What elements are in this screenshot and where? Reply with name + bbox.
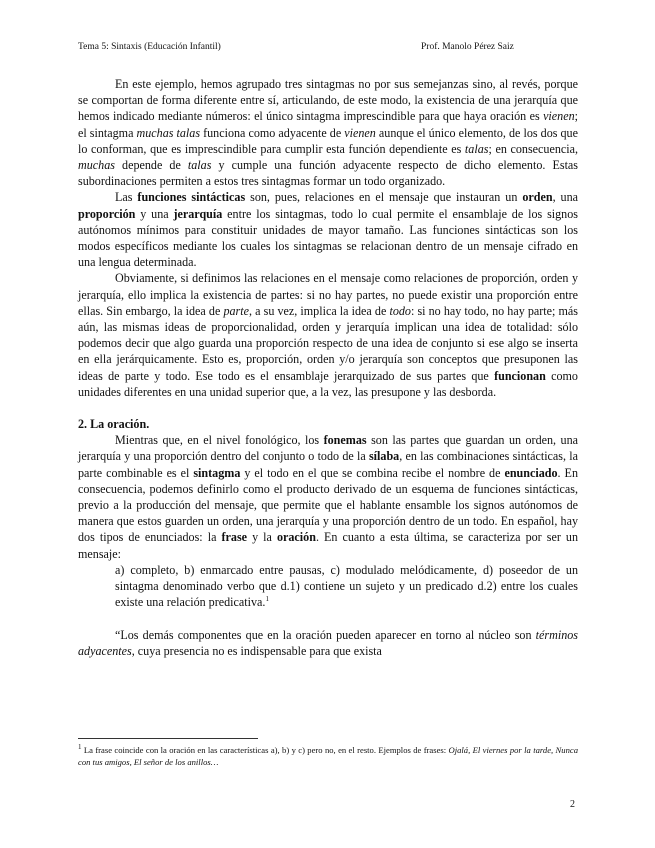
section-heading: 2. La oración. (78, 417, 150, 432)
bold-term: frase (221, 530, 248, 545)
text-run: “Los demás componentes que en la oración pueden aparecer en torno al núcleo son (115, 627, 536, 642)
text-run: En este ejemplo, hemos agrupado tres sintagmas no por sus semejanzas sino, al revés, porque se comportan de forma diferente entre sí, articulando, de este modo, la existencia de una jerarquía que hemos indicado mediante números: el único sintagma imprescindible para que haya oración es (78, 77, 578, 124)
footnote (78, 744, 578, 768)
bold-term: funciones sintácticas (137, 190, 246, 205)
text-run: a) completo, b) enmarcado entre pausas, c) modulado melódicamente, d) poseedor de un sintagma denominado verbo que d.1) contiene un sujeto y un predicado d.2) entre los cuales existe una relación predicativa. (115, 562, 578, 610)
body-text (78, 76, 578, 659)
text-run: , cuya presencia no es indispensable para que exista (131, 643, 382, 658)
text-run: Las (115, 190, 138, 205)
italic-term: muchas (78, 158, 115, 173)
text-run: y la (247, 530, 277, 545)
paragraph-2 (78, 189, 578, 270)
bold-term: orden (522, 190, 553, 205)
footnote-separator (78, 738, 258, 739)
text-run: , a su vez, implica la idea de (248, 303, 390, 318)
page-number: 2 (570, 799, 575, 810)
text-run: y el todo en el que se combina recibe el nombre de (240, 465, 505, 480)
bold-term: sílaba (368, 449, 400, 464)
text-run: ; en consecuencia, (488, 141, 578, 156)
paragraph-4 (78, 432, 578, 562)
quotation (78, 627, 578, 659)
header-author: Prof. Manolo Pérez Saiz (421, 42, 514, 52)
italic-term: parte (223, 303, 249, 318)
text-run: y cumple una función adyacente respecto de dicho elemento. Estas subordinaciones permiten a estos tres sintagmas formar un todo organizado. (78, 158, 578, 189)
text-run: La frase coincide con la oración en las características a), b) y c) pero no, en el resto. Ejemplos de frases: (81, 745, 449, 755)
text-run: : si no hay todo, no hay parte; más aún, las mismas ideas de proporcionalidad, orden y jerarquía implican una idea de totalidad: sólo podemos decir que algo guarda una proporción respecto de una idea de conjunto si ese algo se inserta en ella jerárquicamente. Esto es, proporción, orden y/o jerarquía son conceptos que presuponen las ideas de parte y todo. Ese todo es el ensamblaje jerarquizado de sus partes que (78, 303, 579, 383)
italic-term: Ojalá, El viernes por la tarde, Nunca con tus amigos, El señor de los anillos… (78, 745, 578, 767)
italic-term: términos adyacentes (78, 627, 578, 658)
characteristics-list (115, 562, 578, 611)
bold-term: fonemas (323, 433, 367, 448)
text-run: aunque el único elemento, de los dos que lo conforman, que es imprescindible para cumplir esta función dependiente es (78, 125, 578, 156)
text-run: Obviamente, si definimos las relaciones en el mensaje como relaciones de proporción, orden y jerarquía, ello implica la existencia de partes: si no hay partes, no puede existir una proporción entre ellas. Sin embargo, la idea de (78, 271, 578, 318)
footnote-number: 1 (78, 743, 82, 752)
text-run: . En consecuencia, podemos definirlo como el producto derivado de un esquema de funciones sintácticas, previo a la producción del mensaje, que permite que el hablante ensamble los signos autónomos de manera que estos guarden un orden, una jerarquía y una proporción dentro de un todo. En español, hay dos tipos de enunciados: la (78, 465, 578, 545)
text-run: , en las combinaciones sintácticas, la parte combinable es el (78, 449, 578, 480)
bold-term: jerarquía (173, 206, 223, 221)
header-title: Tema 5: Sintaxis (Educación Infantil) (78, 42, 221, 52)
text-run: , una (552, 190, 578, 205)
italic-term: talas (187, 158, 212, 173)
italic-term: todo (389, 303, 411, 318)
text-run: son, pues, relaciones en el mensaje que instauran un (245, 190, 523, 205)
bold-term: enunciado (504, 465, 558, 480)
paragraph-1 (78, 76, 578, 189)
text-run: son las partes que guardan un orden, una jerarquía y una proporción dentro del conjunto o todo de la (78, 433, 578, 464)
text-run: . En cuanto a esta última, se caracteriza por ser un mensaje: (78, 530, 578, 561)
bold-term: proporción (78, 206, 136, 221)
text-run: como unidades diferentes en una unidad superior que, a la vez, las presupone y las desborda. (78, 368, 578, 399)
text-run: Mientras que, en el nivel fonológico, los (115, 433, 324, 448)
paragraph-3 (78, 270, 578, 400)
text-run: ; el sintagma (78, 109, 578, 140)
text-run: y una (135, 206, 174, 221)
italic-term: vienen (543, 109, 575, 124)
footnote-reference[interactable]: 1 (265, 595, 269, 604)
bold-term: funcionan (494, 368, 546, 383)
italic-term: muchas talas (136, 125, 201, 140)
bold-term: oración (276, 530, 316, 545)
italic-term: talas (464, 141, 489, 156)
italic-term: vienen (344, 125, 376, 140)
text-run: depende de (114, 158, 188, 173)
text-run: funciona como adyacente de (200, 125, 345, 140)
bold-term: sintagma (193, 465, 241, 480)
text-run: entre los sintagmas, todo lo cual permite el ensamblaje de los signos autónomos mínimos para constituir unidades de mayor tamaño. Las funciones sintácticas son los modos específicos mediante los cuales los sintagmas se relacionan dentro de un mensaje cifrado en una lengua determinada. (78, 206, 578, 270)
